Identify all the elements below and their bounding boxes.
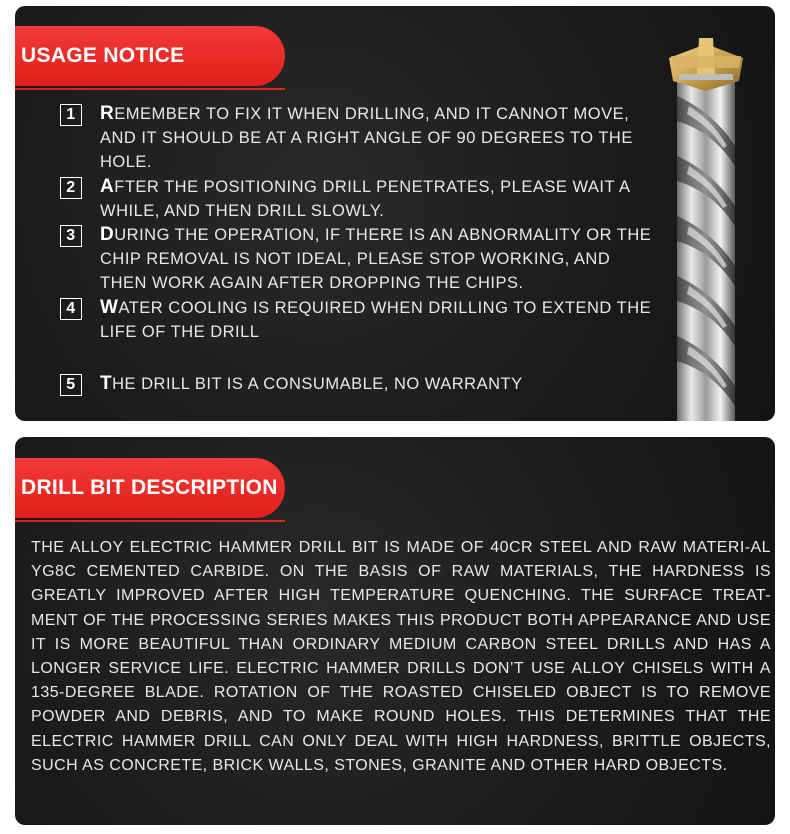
notice-text-2: AFTER THE POSITIONING DRILL PENETRATES, PLEASE WAIT A WHILE, AND THEN DRILL SLOWLY. xyxy=(100,176,630,220)
notice-text-4: WATER COOLING IS REQUIRED WHEN DRILLING TO EXTEND THE LIFE OF THE DRILL xyxy=(100,297,652,341)
notice-number-1: 1 xyxy=(60,104,82,126)
description-tab xyxy=(15,458,285,518)
description-panel xyxy=(15,437,775,825)
notice-text-3: DURING THE OPERATION, IF THERE IS AN ABNORMALITY OR THE CHIP REMOVAL IS NOT IDEAL, PLEASE STOP WORKING, AND THEN WORK AGAIN AFTER DROPPING THE CHIPS. xyxy=(100,224,652,292)
notice-text-5: THE DRILL BIT IS A CONSUMABLE, NO WARRANTY xyxy=(100,373,523,394)
notice-number-2: 2 xyxy=(60,177,82,199)
usage-notice-tab xyxy=(15,26,285,86)
description-tab-underline xyxy=(15,520,285,522)
description-text: THE ALLOY ELECTRIC HAMMER DRILL BIT IS MADE OF 40CR STEEL AND RAW MATERI-AL YG8C CEMENTED CARBIDE. ON THE BASIS OF RAW MATERIALS, THE HARDNESS IS GREATLY IMPROVED AFTER HIGH TEMPERATURE QUENCHING. THE SURFACE TREAT-MENT OF THE PROCESSING SERIES MAKES THIS PRODUCT BOTH APPEARANCE AND USE IT IS MORE BEAUTIFUL THAN ORDINARY MEDIUM CARBON STEEL DRILLS AND HAS A LONGER SERVICE LIFE. ELECTRIC HAMMER DRILLS DON’T USE ALLOY CHISELS WITH A 135-DEGREE BLADE. ROTATION OF THE ROASTED CHISELED OBJECT IS TO REMOVE POWDER AND DEBRIS, AND TO MAKE ROUND HOLES. THIS DETERMINES THAT THE ELECTRIC HAMMER DRILL CAN ONLY DEAL WITH HIGH HARDNESS, BRITTLE OBJECTS, SUCH AS CONCRETE, BRICK WALLS, STONES, GRANITE AND OTHER HARD OBJECTS. xyxy=(31,539,771,774)
notice-number-5: 5 xyxy=(60,374,82,396)
drill-bit-image xyxy=(649,36,759,421)
usage-notice-title: USAGE NOTICE xyxy=(21,44,185,67)
notice-number-3: 3 xyxy=(60,225,82,247)
usage-tab-underline xyxy=(15,88,285,90)
description-title: DRILL BIT DESCRIPTION xyxy=(21,476,278,499)
notice-number-4: 4 xyxy=(60,298,82,320)
usage-notice-panel xyxy=(15,6,775,421)
notice-text-1: REMEMBER TO FIX IT WHEN DRILLING, AND IT CANNOT MOVE, AND IT SHOULD BE AT A RIGHT ANGLE OF 90 DEGREES TO THE HOLE. xyxy=(100,103,633,171)
